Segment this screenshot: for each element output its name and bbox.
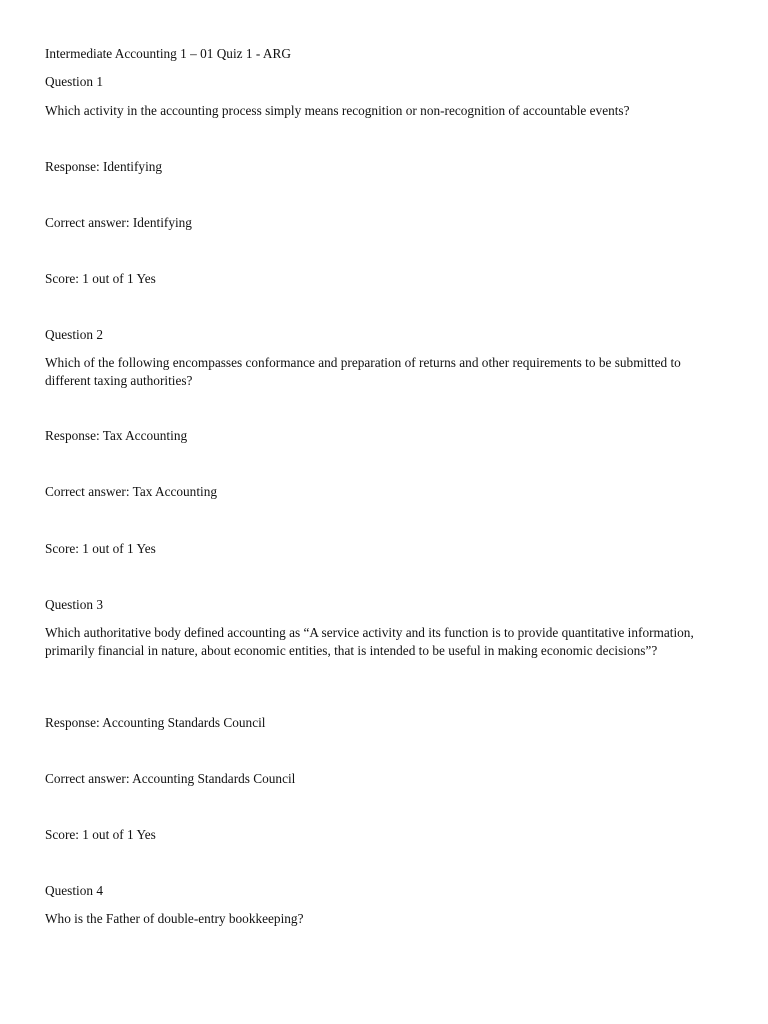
question-3-score: Score: 1 out of 1 Yes (45, 827, 156, 842)
question-2-text: Which of the following encompasses conformance and preparation of returns and other requirements to be submitted to different taxing authorities? (45, 355, 681, 388)
question-3-correct-answer: Correct answer: Accounting Standards Council (45, 771, 296, 786)
question-2-correct-answer: Correct answer: Tax Accounting (45, 484, 218, 499)
question-3-text: Which authoritative body defined accounting as “A service activity and its function is to provide quantitative information, primarily financial in nature, about economic entities, that is intended to be useful in making economic decisions”? (45, 625, 694, 658)
question-4-text: Who is the Father of double-entry bookkeeping? (45, 911, 304, 926)
question-3-response: Response: Accounting Standards Council (45, 715, 266, 730)
question-2-score: Score: 1 out of 1 Yes (45, 541, 156, 556)
question-1-text: Which activity in the accounting process simply means recognition or non-recognition of accountable events? (45, 103, 630, 118)
document-title: Intermediate Accounting 1 – 01 Quiz 1 - ARG (45, 46, 291, 61)
question-2-response: Response: Tax Accounting (45, 428, 188, 443)
question-4-heading: Question 4 (45, 883, 103, 898)
question-1-correct-answer: Correct answer: Identifying (45, 215, 192, 230)
question-1-score: Score: 1 out of 1 Yes (45, 271, 156, 286)
question-2-heading: Question 2 (45, 327, 103, 342)
question-3-heading: Question 3 (45, 597, 103, 612)
question-1-response: Response: Identifying (45, 159, 163, 174)
question-1-heading: Question 1 (45, 74, 103, 89)
